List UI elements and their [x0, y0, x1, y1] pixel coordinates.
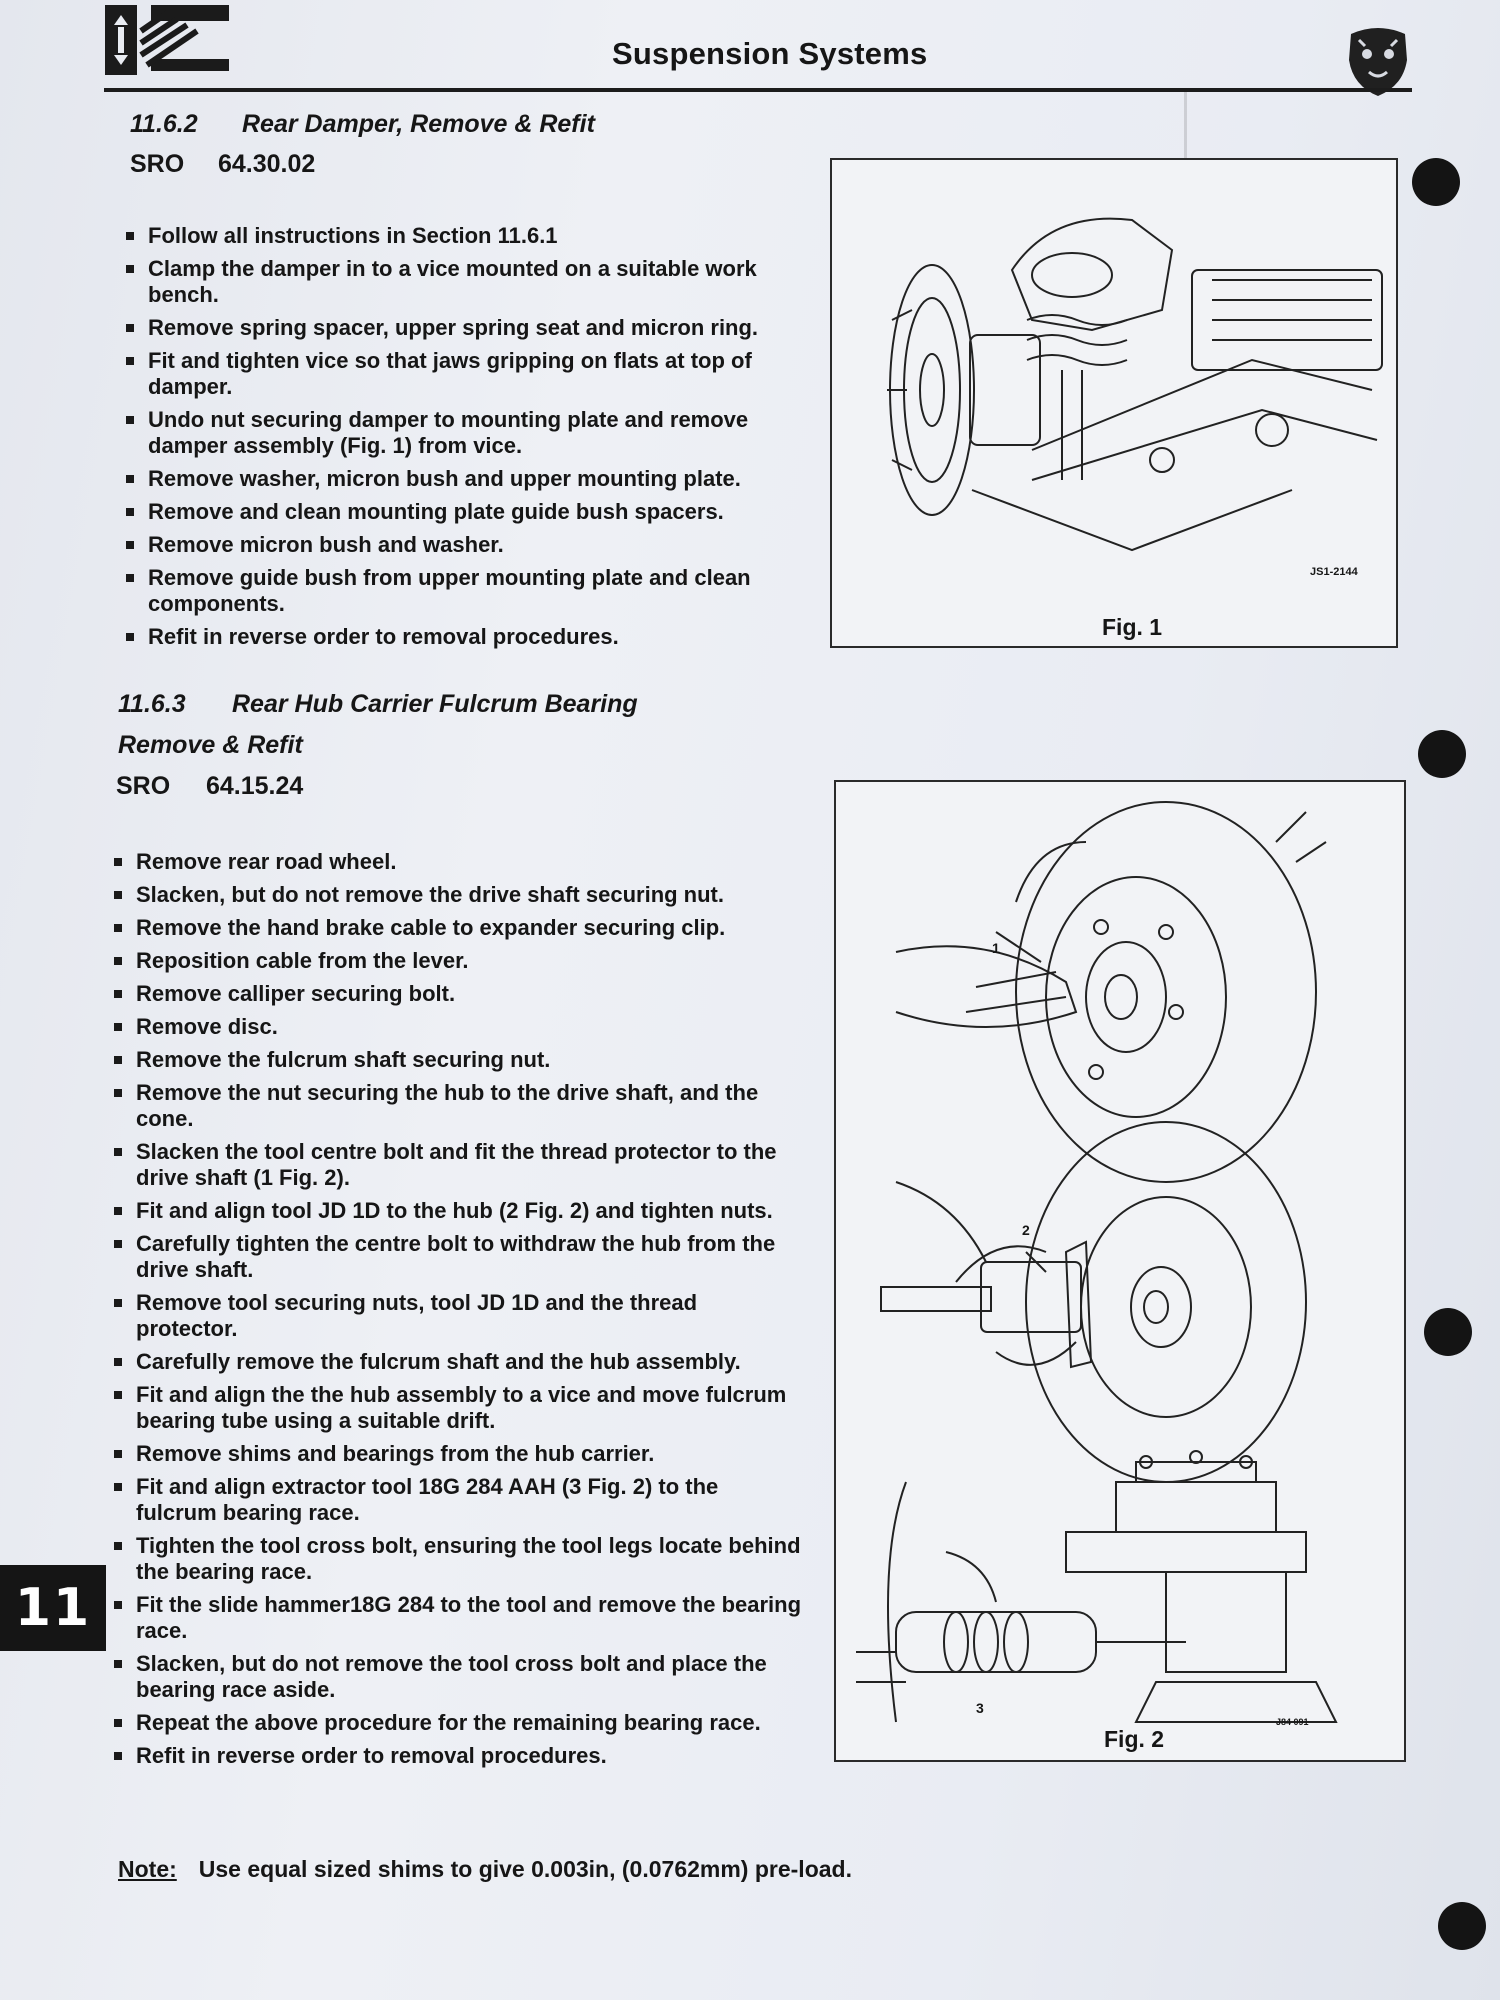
page-header-title: Suspension Systems	[612, 36, 928, 71]
section-heading-2	[118, 690, 638, 719]
figure-1-code: JS1-2144	[1310, 566, 1358, 578]
step-item: Repeat the above procedure for the remaining bearing race.	[112, 1710, 804, 1736]
figure-2-label: Fig. 2	[1104, 1726, 1165, 1752]
callout-3: 3	[976, 1700, 984, 1716]
section-title: Rear Hub Carrier Fulcrum Bearing	[232, 690, 638, 718]
step-item: Fit the slide hammer18G 284 to the tool and remove the bearing race.	[112, 1592, 804, 1644]
step-item: Tighten the tool cross bolt, ensuring the tool legs locate behind the bearing race.	[112, 1533, 804, 1585]
binder-hole	[1412, 158, 1460, 206]
sro-line-1	[130, 150, 315, 179]
step-item: Carefully remove the fulcrum shaft and the hub assembly.	[112, 1349, 804, 1375]
step-item: Remove micron bush and washer.	[124, 532, 788, 558]
callout-2: 2	[1022, 1222, 1030, 1238]
step-item: Slacken, but do not remove the tool cross bolt and place the bearing race aside.	[112, 1651, 804, 1703]
sro-line-2	[116, 772, 303, 801]
step-item: Fit and align extractor tool 18G 284 AAH (3 Fig. 2) to the fulcrum bearing race.	[112, 1474, 804, 1526]
binder-hole	[1418, 730, 1466, 778]
sro-label: SRO	[130, 150, 185, 178]
step-list-1	[124, 223, 788, 657]
step-item: Fit and align the the hub assembly to a vice and move fulcrum bearing tube using a suitable drift.	[112, 1382, 804, 1434]
step-item: Remove washer, micron bush and upper mounting plate.	[124, 466, 788, 492]
step-item: Slacken the tool centre bolt and fit the thread protector to the drive shaft (1 Fig. 2).	[112, 1139, 804, 1191]
section-number: 11.6.2	[130, 110, 198, 138]
callout-1: 1	[992, 940, 1000, 956]
section-number: 11.6.3	[118, 690, 186, 718]
figure-2	[834, 780, 1406, 1762]
step-item: Reposition cable from the lever.	[112, 948, 804, 974]
step-item: Remove calliper securing bolt.	[112, 981, 804, 1007]
figure-2-code: J84 091	[1276, 1717, 1309, 1727]
step-item: Follow all instructions in Section 11.6.1	[124, 223, 788, 249]
section-heading-1	[130, 110, 595, 139]
note-text: Use equal sized shims to give 0.003in, (0.0762mm) pre-load.	[198, 1856, 852, 1882]
step-item: Carefully tighten the centre bolt to withdraw the hub from the drive shaft.	[112, 1231, 804, 1283]
note	[118, 1856, 852, 1883]
figure-1	[830, 158, 1398, 648]
sro-code: 64.30.02	[218, 150, 316, 178]
step-list-2	[112, 849, 804, 1776]
step-item: Remove tool securing nuts, tool JD 1D and the thread protector.	[112, 1290, 804, 1342]
section-title: Rear Damper, Remove & Refit	[242, 110, 595, 138]
step-item: Fit and tighten vice so that jaws gripping on flats at top of damper.	[124, 348, 788, 400]
sro-label: SRO	[116, 772, 171, 800]
step-item: Clamp the damper in to a vice mounted on a suitable work bench.	[124, 256, 788, 308]
binder-hole	[1438, 1902, 1486, 1950]
binder-hole	[1424, 1308, 1472, 1356]
step-item: Remove shims and bearings from the hub carrier.	[112, 1441, 804, 1467]
chapter-tab: 11	[0, 1565, 106, 1651]
step-item: Remove the fulcrum shaft securing nut.	[112, 1047, 804, 1073]
step-item: Remove rear road wheel.	[112, 849, 804, 875]
step-item: Remove spring spacer, upper spring seat and micron ring.	[124, 315, 788, 341]
step-item: Remove and clean mounting plate guide bush spacers.	[124, 499, 788, 525]
step-item: Fit and align tool JD 1D to the hub (2 Fig. 2) and tighten nuts.	[112, 1198, 804, 1224]
step-item: Refit in reverse order to removal procedures.	[112, 1743, 804, 1769]
figure-1-label: Fig. 1	[1102, 614, 1163, 640]
header-rule	[104, 88, 1412, 92]
sro-code: 64.15.24	[206, 772, 304, 800]
section-subtitle: Remove & Refit	[118, 731, 303, 759]
step-item: Remove the hand brake cable to expander securing clip.	[112, 915, 804, 941]
step-item: Remove disc.	[112, 1014, 804, 1040]
hub-removal-drawing	[836, 782, 1404, 1760]
step-item: Remove guide bush from upper mounting plate and clean components.	[124, 565, 788, 617]
manual-logo	[105, 5, 230, 75]
step-item: Undo nut securing damper to mounting plate and remove damper assembly (Fig. 1) from vice.	[124, 407, 788, 459]
step-item: Slacken, but do not remove the drive shaft securing nut.	[112, 882, 804, 908]
step-item: Remove the nut securing the hub to the drive shaft, and the cone.	[112, 1080, 804, 1132]
note-label: Note:	[118, 1856, 177, 1882]
step-item: Refit in reverse order to removal procedures.	[124, 624, 788, 650]
